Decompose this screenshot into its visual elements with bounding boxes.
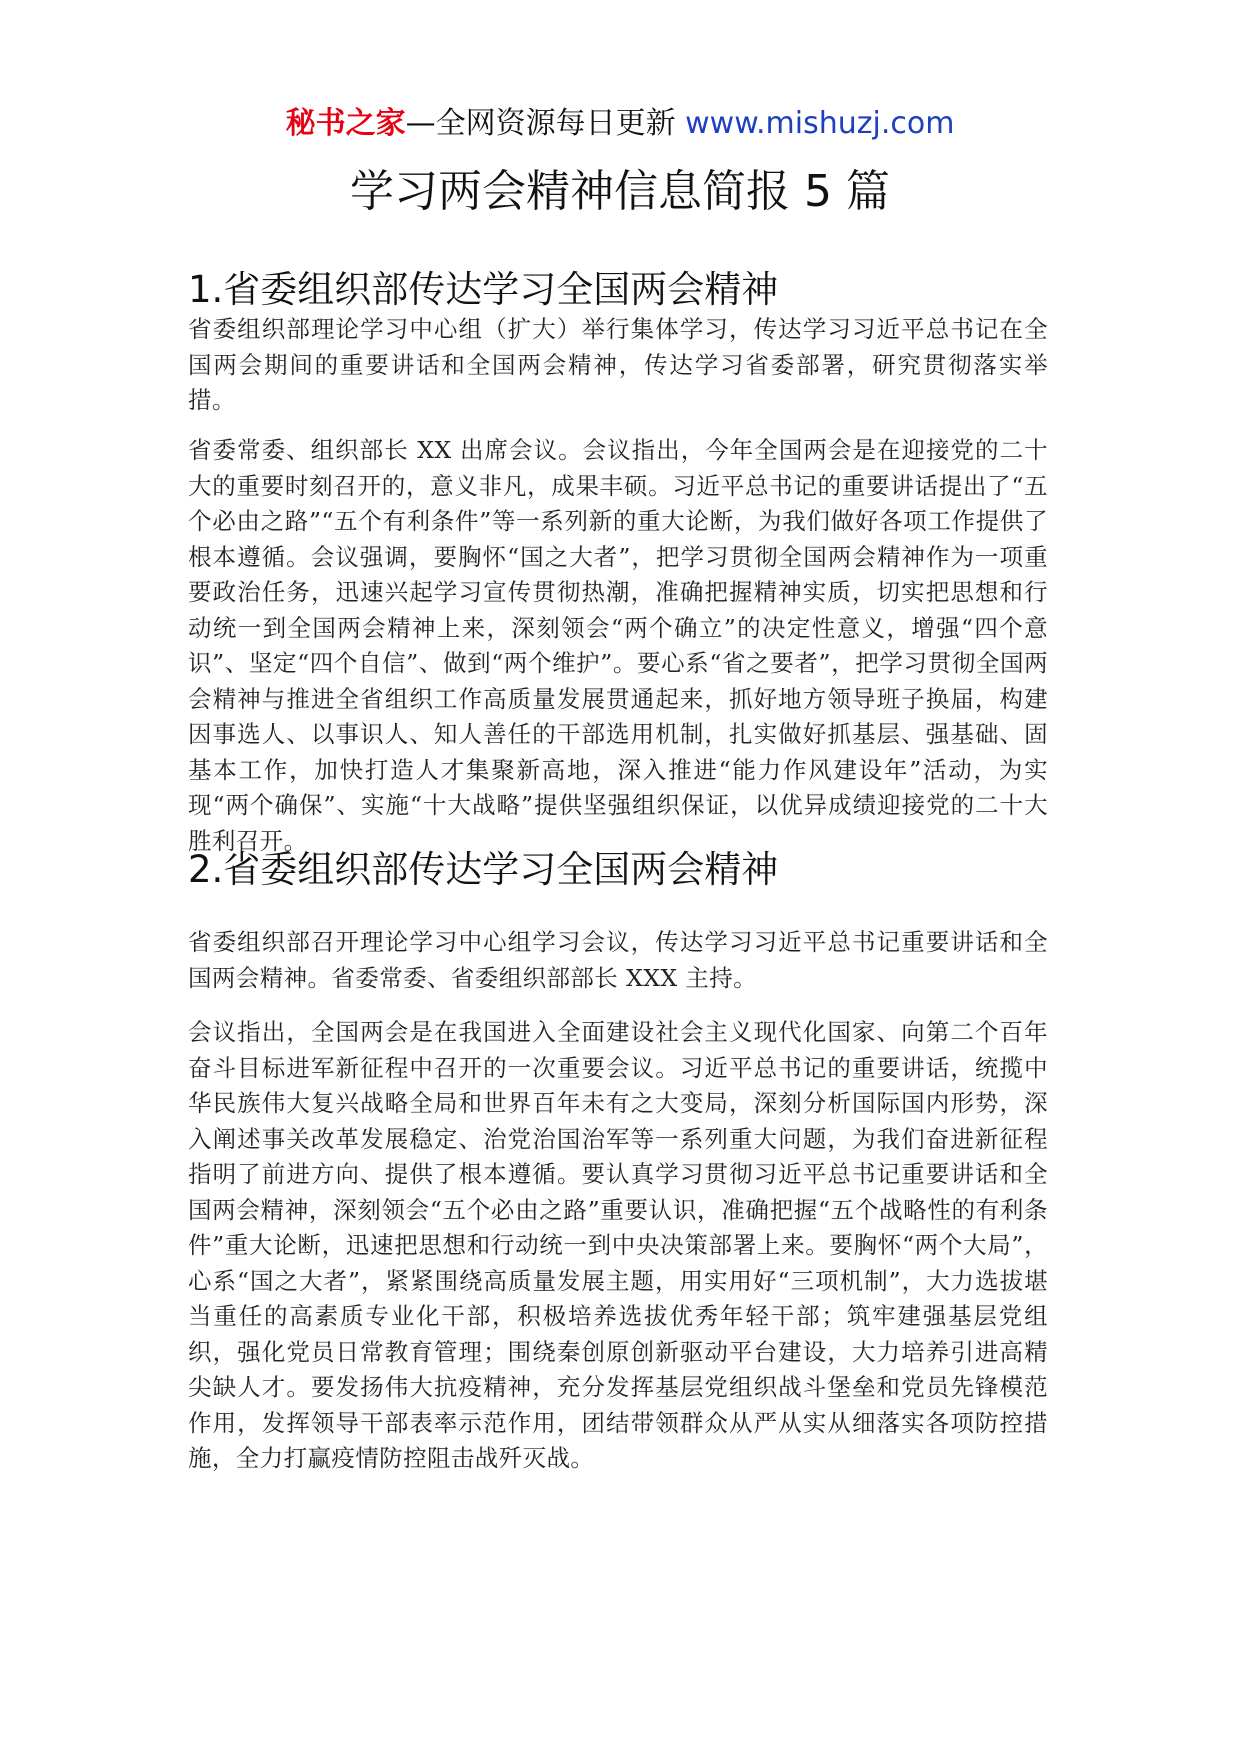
header-slogan: —全网资源每日更新 (405, 106, 676, 141)
section-1-paragraph-1: 省委组织部理论学习中心组（扩大）举行集体学习，传达学习习近平总书记在全国两会期间的重要讲话和全国两会精神，传达学习省委部署，研究贯彻落实举措。 (188, 315, 1048, 414)
site-header (0, 104, 1240, 144)
section-2-paragraph-2: 会议指出，全国两会是在我国进入全面建设社会主义现代化国家、向第二个百年奋斗目标进军新征程中召开的一次重要会议。习近平总书记的重要讲话，统揽中华民族伟大复兴战略全局和世界百年未有之大变局，深刻分析国际国内形势，深入阐述事关改革发展稳定、治党治国治军等一系列重大问题，为我们奋进新征程指明了前进方向、提供了根本遵循。要认真学习贯彻习近平总书记重要讲话和全国两会精神，深刻领会“五个必由之路”重要认识，准确把握“五个战略性的有利条件”重大论断，迅速把思想和行动统一到中央决策部署上来。要胸怀“两个大局”，心系“国之大者”，紧紧围绕高质量发展主题，用实用好“三项机制”，大力选拔堪当重任的高素质专业化干部，积极培养选拔优秀年轻干部；筑牢建强基层党组织，强化党员日常教育管理；围绕秦创原创新驱动平台建设，大力培养引进高精尖缺人才。要发扬伟大抗疫精神，充分发挥基层党组织战斗堡垒和党员先锋模范作用，发挥领导干部表率示范作用，团结带领群众从严从实从细落实各项防控措施，全力打赢疫情防控阻击战歼灭战。 (188, 1018, 1048, 1472)
section-1-heading: 1.省委组织部传达学习全国两会精神 (188, 268, 779, 311)
section-1-paragraph-2: 省委常委、组织部长 XX 出席会议。会议指出，今年全国两会是在迎接党的二十大的重要时刻召开的，意义非凡，成果丰硕。习近平总书记的重要讲话提出了“五个必由之路”“五个有利条件”等一系列新的重大论断，为我们做好各项工作提供了根本遵循。会议强调，要胸怀“国之大者”，把学习贯彻全国两会精神作为一项重要政治任务，迅速兴起学习宣传贯彻热潮，准确把握精神实质，切实把思想和行动统一到全国两会精神上来，深刻领会“两个确立”的决定性意义，增强“四个意识”、坚定“四个自信”、做到“两个维护”。要心系“省之要者”，把学习贯彻全国两会精神与推进全省组织工作高质量发展贯通起来，抓好地方领导班子换届，构建因事选人、以事识人、知人善任的干部选用机制，扎实做好抓基层、强基础、固基本工作，加快打造人才集聚新高地，深入推进“能力作风建设年”活动，为实现“两个确保”、实施“十大战略”提供坚强组织保证，以优异成绩迎接党的二十大胜利召开。 (188, 436, 1048, 855)
document-title: 学习两会精神信息简报 5 篇 (350, 166, 890, 217)
section-2-heading: 2.省委组织部传达学习全国两会精神 (188, 848, 779, 891)
brand-name: 秘书之家 (285, 106, 406, 141)
section-2-paragraph-1: 省委组织部召开理论学习中心组学习会议，传达学习习近平总书记重要讲话和全国两会精神。省委常委、省委组织部部长 XXX 主持。 (188, 928, 1048, 992)
site-url-link[interactable]: www.mishuzj.com (685, 106, 955, 141)
